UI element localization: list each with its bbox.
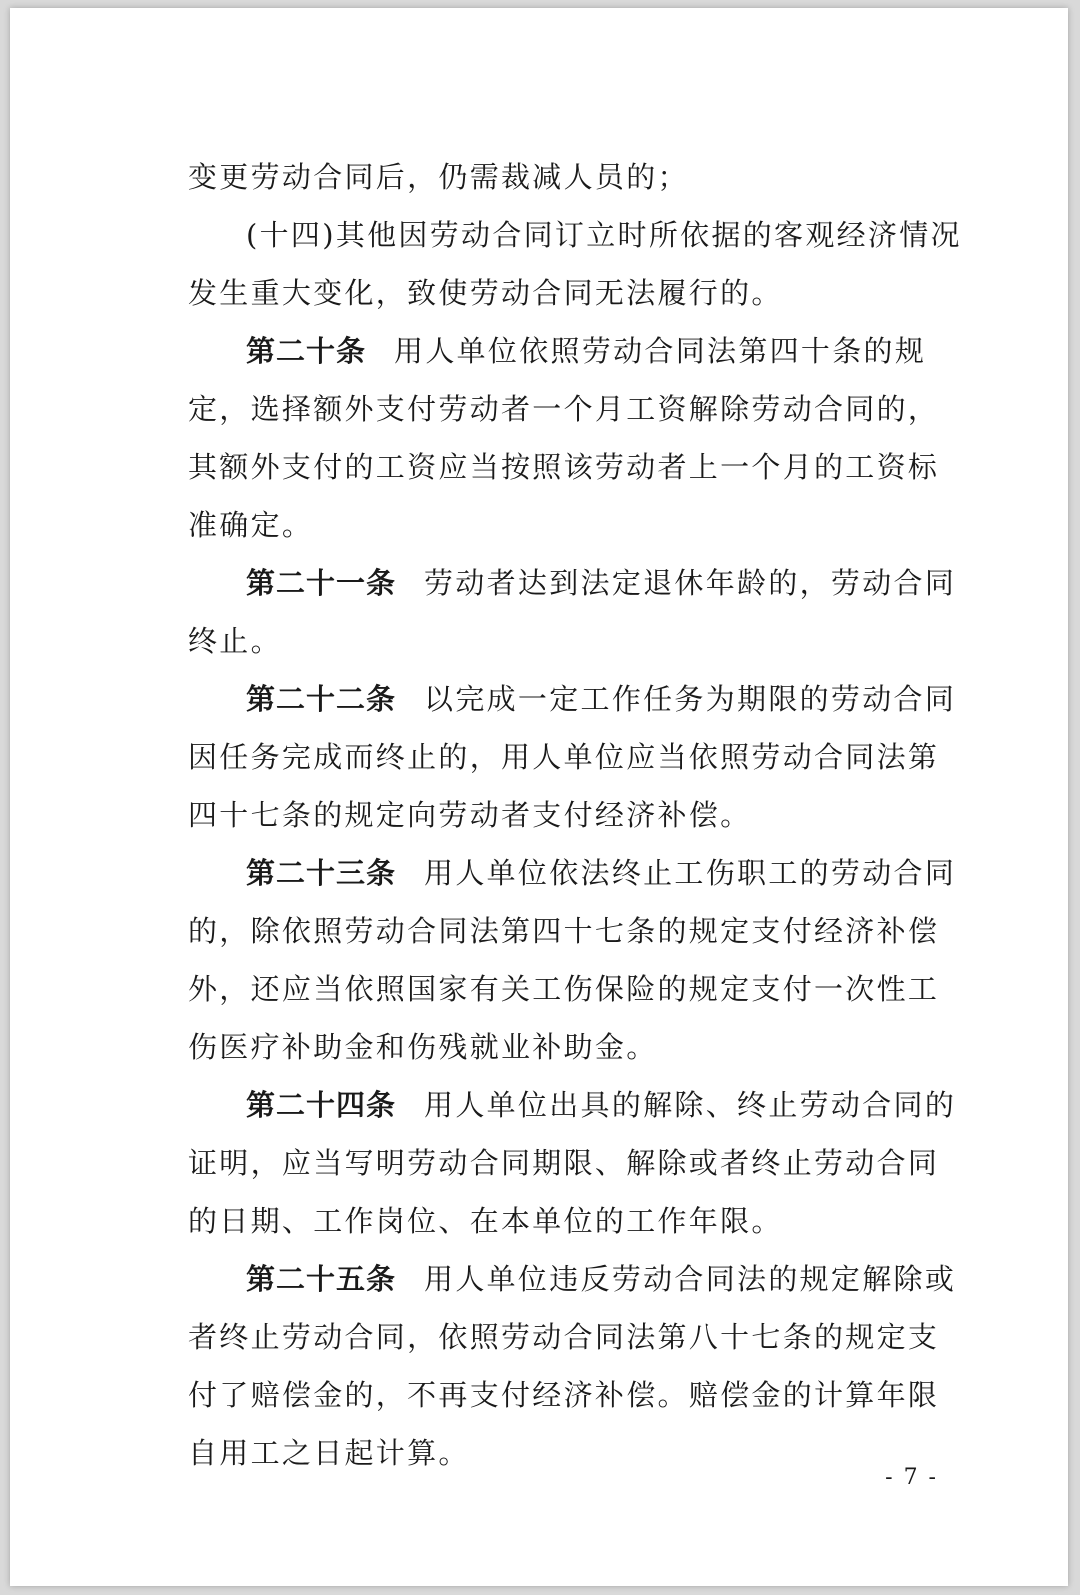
article-number: 第二十四条 xyxy=(246,1088,397,1122)
article-text: 用人单位违反劳动合同法的规定解除或者终止劳动合同，依照劳动合同法第八十七条的规定支付了赔偿金的，不再支付经济补偿。赔偿金的计算年限自用工之日起计算。 xyxy=(188,1262,957,1470)
article-text: 以完成一定工作任务为期限的劳动合同因任务完成而终止的，用人单位应当依照劳动合同法第四十七条的规定向劳动者支付经济补偿。 xyxy=(188,682,957,832)
paragraph xyxy=(188,148,968,206)
paragraph-text: 变更劳动合同后，仍需裁减人员的； xyxy=(188,160,689,194)
article-text: 用人单位依法终止工伤职工的劳动合同的，除依照劳动合同法第四十七条的规定支付经济补偿外，还应当依照国家有关工伤保险的规定支付一次性工伤医疗补助金和伤残就业补助金。 xyxy=(188,856,957,1064)
paragraph-text: (十四)其他因劳动合同订立时所依据的客观经济情况发生重大变化，致使劳动合同无法履行的。 xyxy=(188,218,962,310)
document-page xyxy=(10,8,1068,1586)
article-number: 第二十条 xyxy=(246,334,367,368)
article-text: 劳动者达到法定退休年龄的，劳动合同终止。 xyxy=(188,566,957,658)
article-paragraph xyxy=(188,1250,968,1482)
document-body xyxy=(188,148,968,1482)
article-paragraph xyxy=(188,670,968,844)
article-text: 用人单位依照劳动合同法第四十条的规定，选择额外支付劳动者一个月工资解除劳动合同的，其额外支付的工资应当按照该劳动者上一个月的工资标准确定。 xyxy=(188,334,940,542)
article-paragraph xyxy=(188,322,968,554)
article-paragraph xyxy=(188,554,968,670)
article-number: 第二十二条 xyxy=(246,682,397,716)
page-number: - 7 - xyxy=(885,1465,938,1490)
article-paragraph xyxy=(188,844,968,1076)
article-number: 第二十三条 xyxy=(246,856,397,890)
article-paragraph xyxy=(188,1076,968,1250)
article-number: 第二十五条 xyxy=(246,1262,397,1296)
article-number: 第二十一条 xyxy=(246,566,397,600)
paragraph xyxy=(188,206,968,322)
article-text: 用人单位出具的解除、终止劳动合同的证明，应当写明劳动合同期限、解除或者终止劳动合同的日期、工作岗位、在本单位的工作年限。 xyxy=(188,1088,957,1238)
